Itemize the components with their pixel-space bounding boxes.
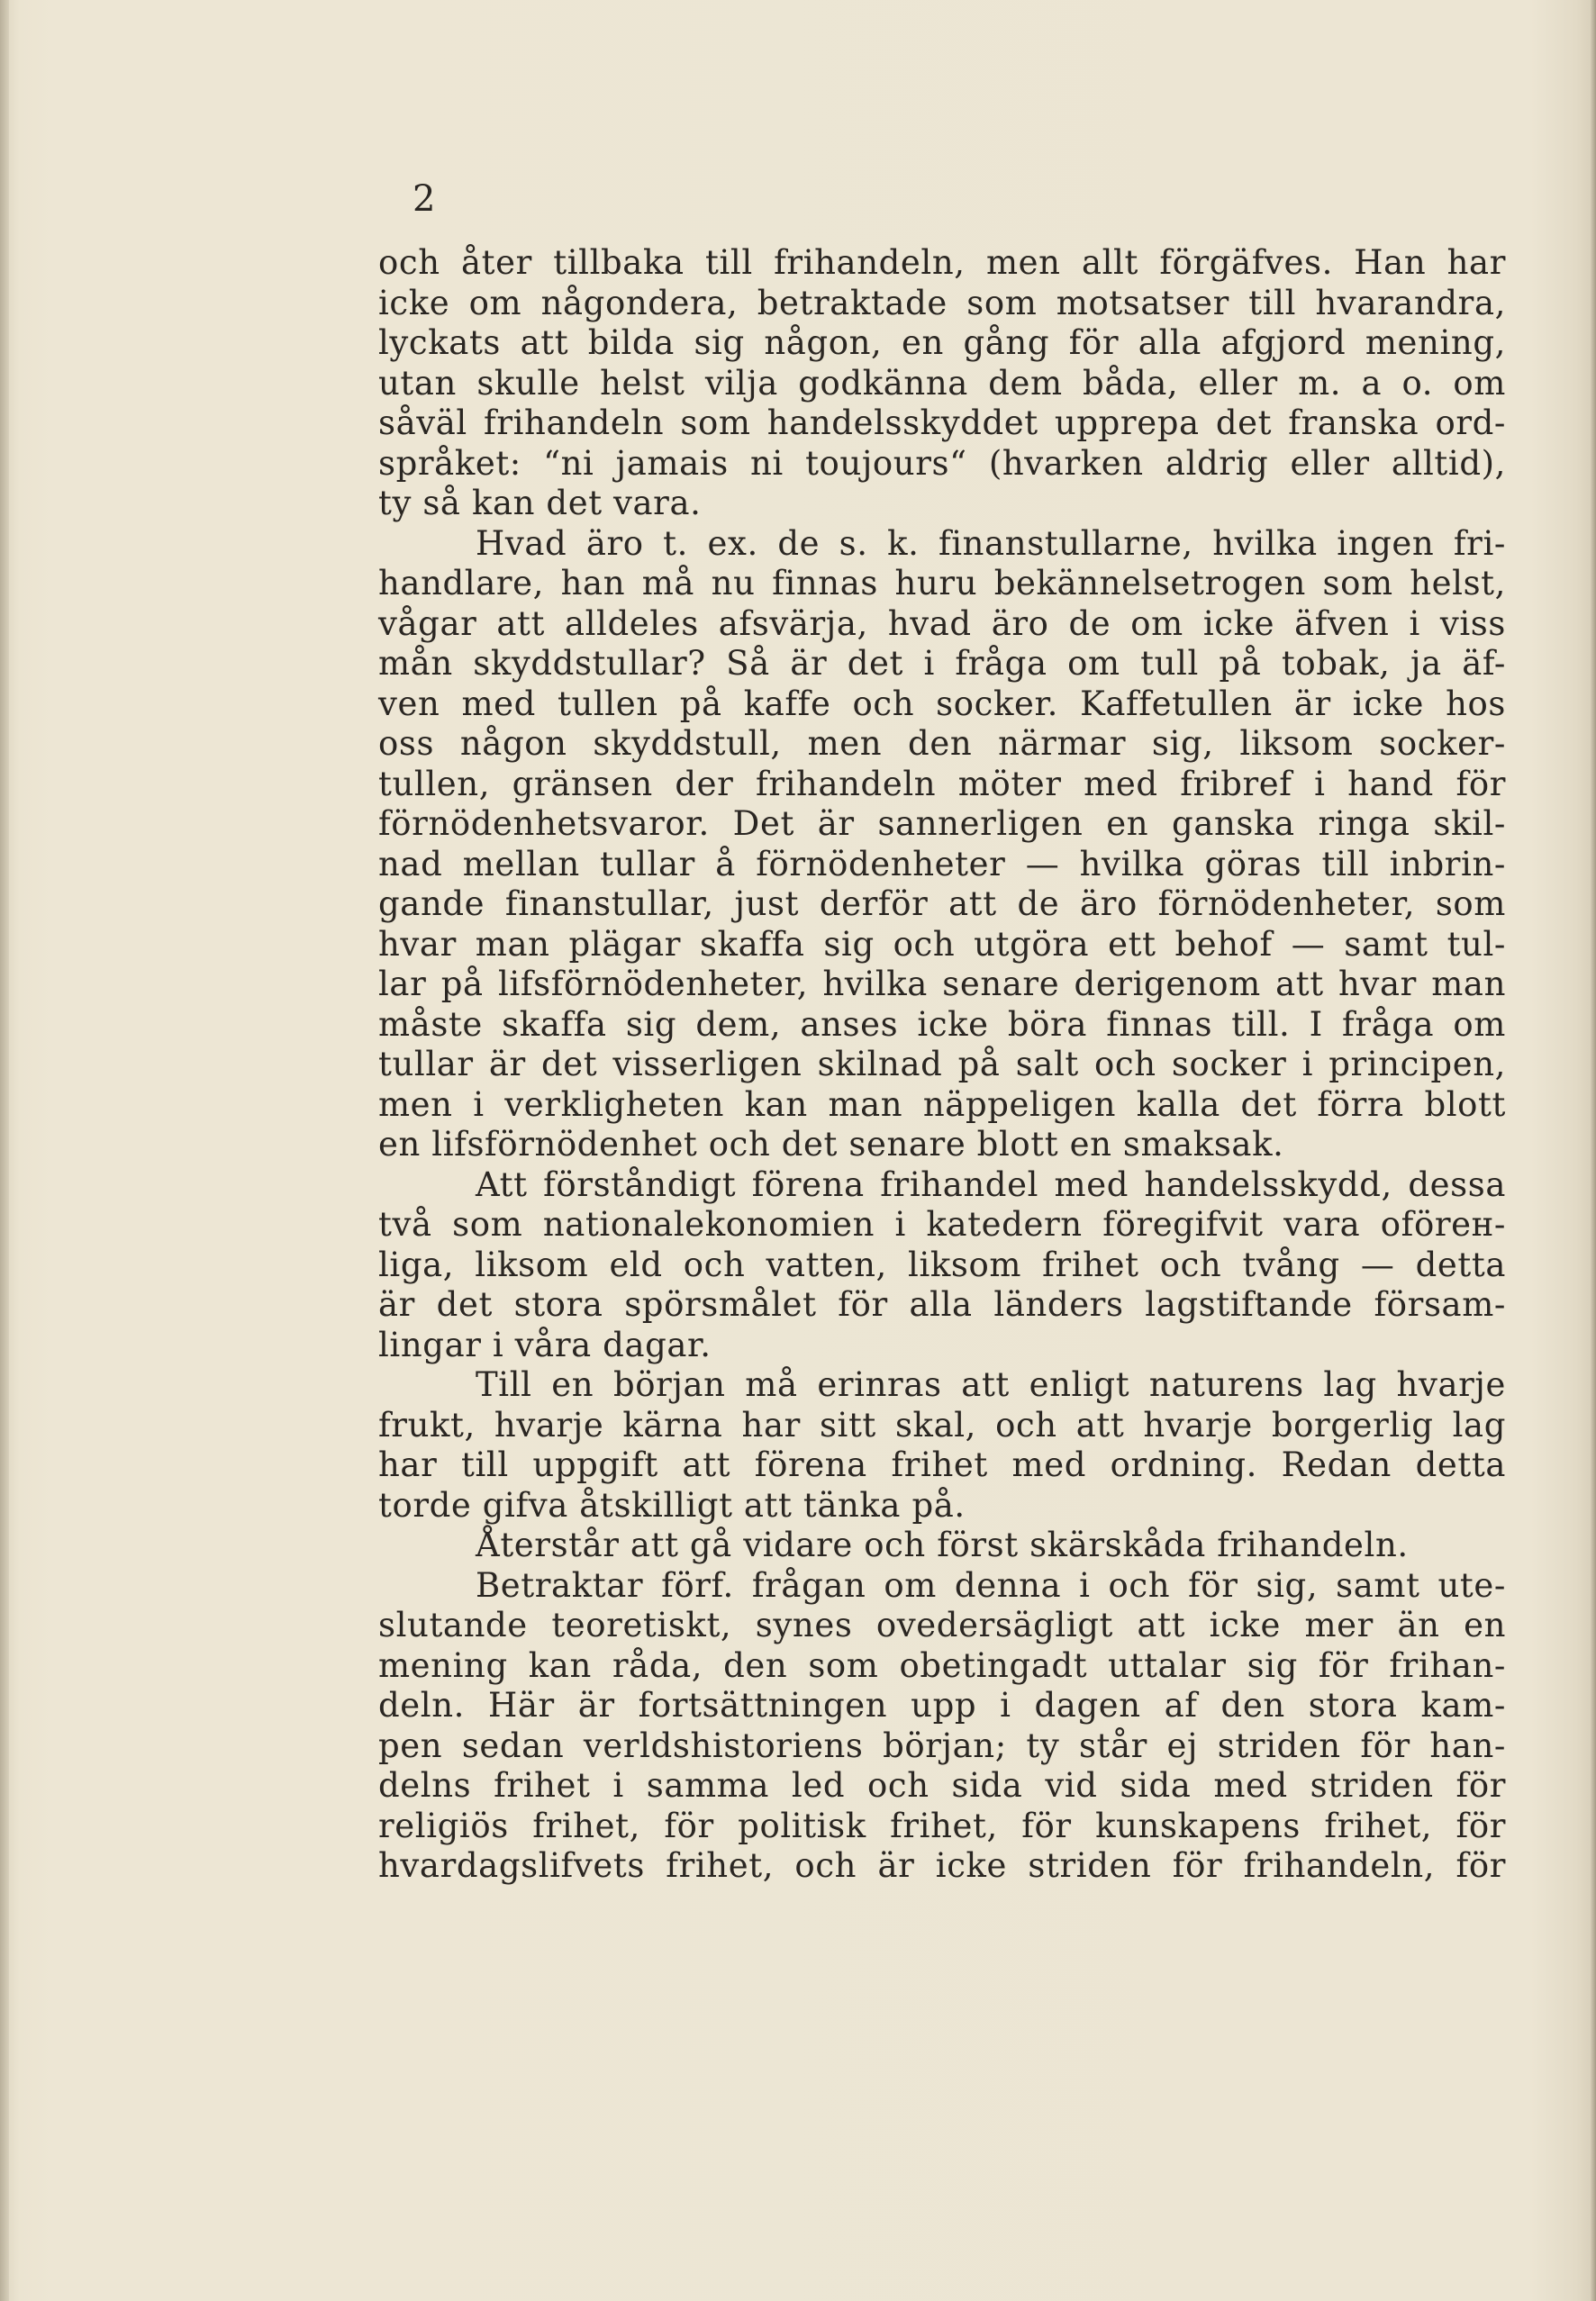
page-right-edge: [1591, 0, 1596, 2301]
text-line: ty så kan det vara.: [378, 484, 702, 522]
text-line: två som nationalekonomien i katedern föregifvit vara oförен-: [378, 1205, 1506, 1244]
paragraph-2: [378, 524, 1506, 1165]
paragraph-3: [378, 1165, 1506, 1366]
text-line: är det stora spörsmålet för alla länders lagstiftande försam-: [378, 1285, 1506, 1324]
text-line: Till en början må erinras att enligt naturens lag hvarje: [476, 1365, 1506, 1404]
text-line: pen sedan verldshistoriens början; ty står ej striden för han-: [378, 1726, 1506, 1765]
text-line: nad mellan tullar å förnödenheter — hvilka göras till inbrin-: [378, 844, 1506, 883]
text-line: ven med tullen på kaffe och socker. Kaffetullen är icke hos: [378, 684, 1506, 723]
text-line: delns frihet i samma led och sida vid sida med striden för: [378, 1766, 1506, 1805]
text-line: oss någon skyddstull, men den närmar sig, liksom socker-: [378, 724, 1506, 763]
text-line: deln. Här är fortsättningen upp i dagen af den stora kam-: [378, 1686, 1506, 1725]
body-text: [378, 243, 1506, 1887]
text-line: men i verkligheten kan man näppeligen kalla det förra blott: [378, 1084, 1506, 1124]
text-line: slutande teoretiskt, synes ovedersägligt att icke mer än en: [378, 1606, 1506, 1644]
text-line: hvardagslifvets frihet, och är icke striden för frihandeln, för: [378, 1846, 1506, 1885]
text-line: förnödenhetsvaror. Det är sannerligen en ganska ringa skil-: [378, 804, 1506, 843]
text-line: lingar i våra dagar.: [378, 1325, 712, 1364]
text-line: frukt, hvarje kärna har sitt skal, och att hvarje borgerlig lag: [378, 1405, 1506, 1445]
text-line: mening kan råda, den som obetingadt uttalar sig för frihan-: [378, 1645, 1506, 1685]
page-number: 2: [413, 178, 436, 220]
paragraph-4: [378, 1365, 1506, 1526]
text-line: såväl frihandeln som handelsskyddet upprepa det franska ord-: [378, 403, 1506, 442]
text-line: mån skyddstullar? Så är det i fråga om tull på tobak, ja äf-: [378, 644, 1506, 683]
text-line: Återstår att gå vidare och först skärskåda frihandeln.: [476, 1526, 1409, 1564]
text-line: handlare, han må nu finnas huru bekännelsetrogen som helst,: [378, 564, 1506, 602]
paragraph-6: [378, 1566, 1506, 1887]
text-line: lyckats att bilda sig någon, en gång för alla afgjord mening,: [378, 323, 1506, 362]
paragraph-1: [378, 243, 1506, 524]
text-line: gande finanstullar, just derför att de äro förnödenheter, som: [378, 884, 1506, 923]
text-line: Betraktar förf. frågan om denna i och för sig, samt ute-: [476, 1565, 1506, 1605]
text-line: Hvad äro t. ex. de s. k. finanstullarne, hvilka ingen fri-: [476, 523, 1506, 563]
paragraph-5: [378, 1526, 1506, 1566]
text-line: måste skaffa sig dem, anses icke böra finnas till. I fråga om: [378, 1004, 1506, 1044]
text-line: Att förståndigt förena frihandel med handelsskydd, dessa: [476, 1164, 1506, 1204]
text-line: utan skulle helst vilja godkänna dem båda, eller m. a o. om: [378, 363, 1506, 403]
text-line: tullen, gränsen der frihandeln möter med fribref i hand för: [378, 764, 1506, 803]
page-left-edge: [0, 0, 9, 2301]
text-line: liga, liksom eld och vatten, liksom frihet och tvång — detta: [378, 1245, 1506, 1284]
text-line: hvar man plägar skaffa sig och utgöra ett behof — samt tul-: [378, 924, 1506, 964]
text-line: språket: “ni jamais ni toujours“ (hvarken aldrig eller alltid),: [378, 443, 1506, 483]
text-line: vågar att alldeles afsvärja, hvad äro de om icke äfven i viss: [378, 603, 1506, 643]
text-line: torde gifva åtskilligt att tänka på.: [378, 1485, 966, 1525]
text-line: religiös frihet, för politisk frihet, för kunskapens frihet, för: [378, 1806, 1506, 1845]
text-line: icke om någondera, betraktade som motsatser till hvarandra,: [378, 283, 1506, 322]
text-line: tullar är det visserligen skilnad på salt och socker i principen,: [378, 1045, 1506, 1083]
text-line: har till uppgift att förena frihet med ordning. Redan detta: [378, 1445, 1506, 1484]
text-line: en lifsförnödenhet och det senare blott en smaksak.: [378, 1125, 1284, 1164]
text-line: lar på lifsförnödenheter, hvilka senare derigenom att hvar man: [378, 965, 1506, 1003]
text-line: och åter tillbaka till frihandeln, men allt förgäfves. Han har: [378, 243, 1506, 282]
